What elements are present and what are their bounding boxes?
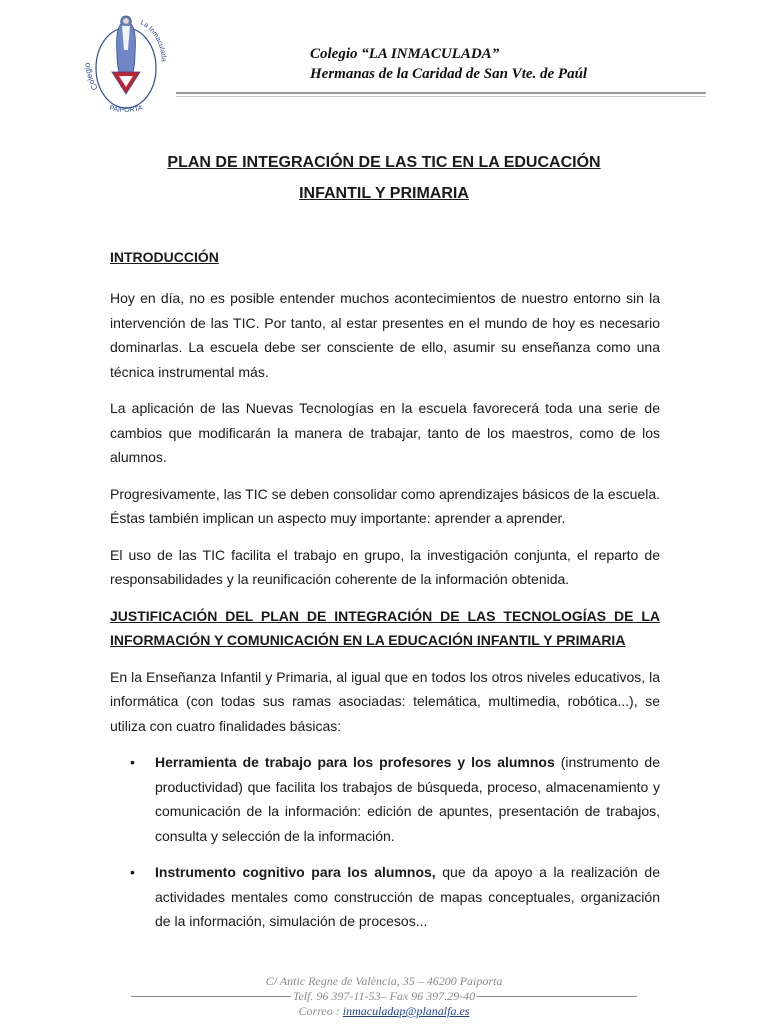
list-item <box>110 750 660 848</box>
intro-paragraph-1: Hoy en día, no es posible entender muchos acontecimientos de nuestro entorno sin la intervención de las TIC. Por tanto, al estar presentes en el mundo de hoy es necesario dominarlas. La escuela debe ser consciente de ello, asumir su enseñanza como una técnica instrumental más. <box>110 290 660 380</box>
title-line-1: PLAN DE INTEGRACIÓN DE LAS TIC EN LA EDUCACIÓN <box>167 154 601 171</box>
logo-text-left: Colegi <box>84 66 100 92</box>
school-name: Colegio “LA INMACULADA” <box>310 46 500 62</box>
footer-phone: Telf. 96 397-11-53– Fax 96 397.29-40 <box>292 989 476 1003</box>
intro-paragraph-3: Progresivamente, las TIC se deben consolidar como aprendizajes básicos de la escuela. Éstas también implican un aspecto muy importante: aprender a aprender. <box>110 485 660 526</box>
svg-text:Colegio <box>84 62 100 92</box>
list-item-bold: Instrumento cognitivo para los alumnos, <box>155 864 436 880</box>
logo-text-right: La Inmaculada <box>139 19 167 62</box>
list-item-text: (instrumento de productividad) que facilita los trabajos de búsqueda, proceso, almacenamiento y comunicación de la información: edición de apuntes, presentación de trabajos, consulta y selección de la información. <box>155 754 660 844</box>
bullet-icon: • <box>130 864 135 880</box>
footer-email-label: Correo : <box>298 1004 343 1018</box>
list-item <box>110 860 660 934</box>
list-item-text: que da apoyo a la realización de actividades mentales como construcción de mapas conceptuales, organización de la información, simulación de procesos... <box>155 864 660 929</box>
school-header <box>310 44 587 84</box>
logo-text-bottom: PAIPORTA <box>108 104 144 115</box>
footer-email-link[interactable]: inmaculadap@planalfa.es <box>342 1004 470 1018</box>
intro-paragraph-2: La aplicación de las Nuevas Tecnologías en la escuela favorecerá toda una serie de cambios que modificarán la manera de trabajar, tanto de los maestros, como de los alumnos. <box>110 400 660 465</box>
purpose-list <box>110 750 660 934</box>
footer-address: C/ Antic Regne de València, 35 – 46200 Paiporta <box>265 974 503 988</box>
document-title <box>0 147 768 209</box>
document-body <box>110 246 660 934</box>
justification-paragraph: En la Enseñanza Infantil y Primaria, al igual que en todos los otros niveles educativos, la informática (con todas sus ramas asociadas: telemática, multimedia, robótica...), se utiliza con cuatro finalidades básicas: <box>110 668 660 734</box>
intro-paragraph-4: El uso de las TIC facilita el trabajo en grupo, la investigación conjunta, el reparto de responsabilidades y la reunificación coherente de la información obtenida. <box>110 546 660 587</box>
title-line-2: INFANTIL Y PRIMARIA <box>299 185 469 202</box>
justification-heading: JUSTIFICACIÓN DEL PLAN DE INTEGRACIÓN DE LAS TECNOLOGÍAS DE LA INFORMACIÓN Y COMUNICACIÓN EN LA EDUCACIÓN INFANTIL Y PRIMARIA <box>110 607 660 648</box>
header-rule <box>176 92 706 98</box>
svg-text:La Inmaculada <box>139 19 167 62</box>
school-order: Hermanas de la Caridad de San Vte. de Paúl <box>310 66 588 82</box>
list-item-bold: Herramienta de trabajo para los profesores y los alumnos <box>155 754 555 770</box>
school-logo <box>84 10 168 120</box>
intro-heading: INTRODUCCIÓN <box>110 249 219 265</box>
svg-text:PAIPORTA <box>109 105 144 114</box>
bullet-icon: • <box>130 754 135 770</box>
page-footer <box>0 974 768 1019</box>
